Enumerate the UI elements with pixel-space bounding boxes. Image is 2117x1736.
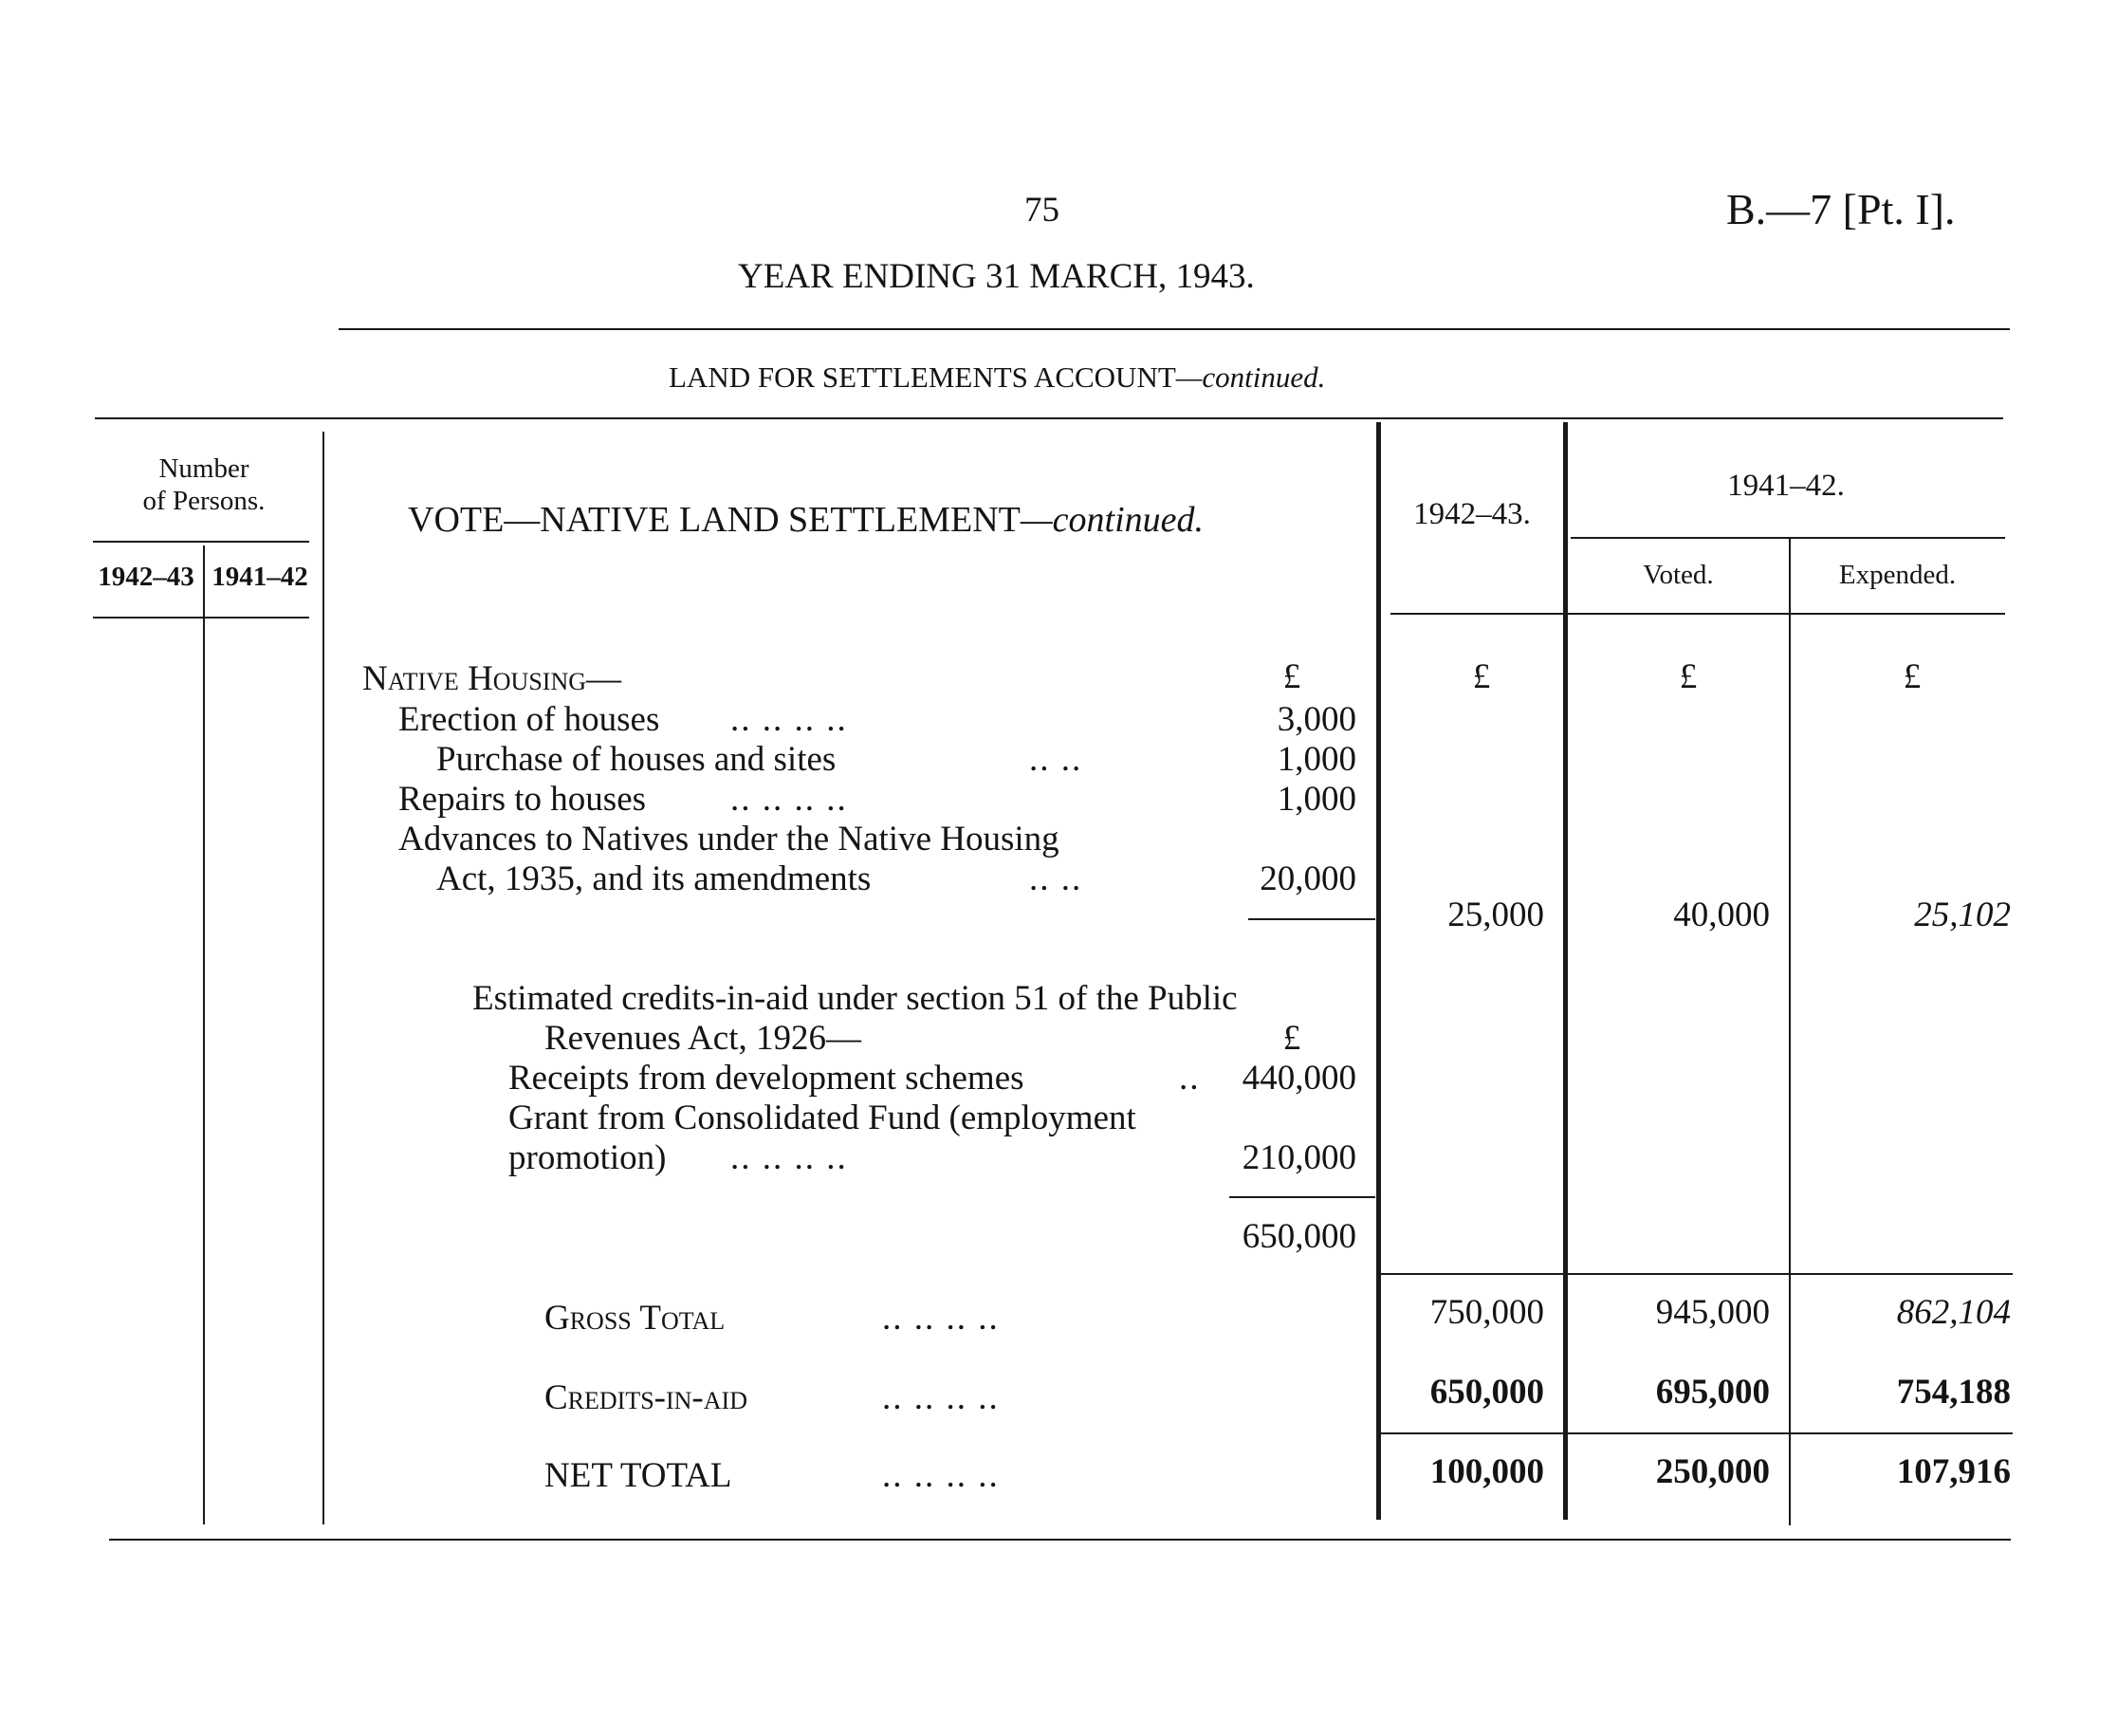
persons-header-line2: of Persons.: [142, 486, 266, 516]
vote-title-main: VOTE—NATIVE LAND SETTLEMENT: [408, 500, 1021, 540]
credits-grant-dots: .. .. .. ..: [730, 1138, 848, 1177]
col-1942-43-left-border: [1376, 422, 1381, 1520]
persons-subheader-rule: [93, 617, 309, 619]
native-housing-total-expended: 25,102: [1914, 896, 2011, 934]
col-header-1942-43: 1942–43.: [1413, 497, 1531, 531]
col-header-1941-42: 1941–42.: [1727, 469, 1845, 503]
item-advances-amount: 20,000: [1260, 859, 1356, 898]
net-total-expended: 107,916: [1896, 1452, 2011, 1491]
table-top-rule: [95, 417, 2003, 419]
currency-sign-credits: £: [1282, 1019, 1301, 1058]
credits-line1: Estimated credits-in-aid under section 51 of the Public: [472, 979, 1238, 1018]
currency-sign-1942-43: £: [1472, 657, 1491, 696]
col-header-bottom-rule: [1390, 613, 2005, 615]
col-header-1941-42-rule: [1571, 537, 2005, 539]
vote-title: [408, 499, 1204, 541]
item-erection-dots: .. .. .. ..: [730, 700, 848, 739]
account-heading-suffix: —continued.: [1175, 360, 1326, 394]
persons-right-border: [322, 432, 324, 1524]
credits-line2: Revenues Act, 1926—: [544, 1019, 861, 1058]
item-purchase-label: Purchase of houses and sites: [436, 740, 837, 779]
item-purchase-dots: .. ..: [1029, 740, 1083, 779]
item-erection-amount: 3,000: [1277, 700, 1356, 739]
net-total-1942-43: 100,000: [1429, 1452, 1544, 1491]
year-heading: YEAR ENDING 31 MARCH, 1943.: [738, 257, 1255, 296]
item-repairs-amount: 1,000: [1277, 780, 1356, 819]
table-bottom-rule: [109, 1539, 2011, 1541]
persons-col-divider: [203, 545, 205, 1524]
net-total-dots: .. .. .. ..: [882, 1456, 1000, 1495]
credits-sum-rule: [1229, 1196, 1375, 1198]
credits-in-aid-voted: 695,000: [1655, 1373, 1770, 1412]
currency-sign-items: £: [1282, 657, 1301, 696]
credits-receipts-label: Receipts from development schemes: [508, 1059, 1024, 1098]
net-total-label: NET TOTAL: [544, 1456, 732, 1495]
item-repairs-dots: .. .. .. ..: [730, 780, 848, 819]
vote-title-suffix: —continued.: [1020, 500, 1205, 540]
native-housing-total-voted: 40,000: [1673, 896, 1770, 934]
net-total-voted: 250,000: [1655, 1452, 1770, 1491]
item-repairs-label: Repairs to houses: [398, 780, 647, 819]
item-purchase-amount: 1,000: [1277, 740, 1356, 779]
header-rule: [339, 328, 2010, 330]
credits-grant-line2: promotion): [508, 1138, 667, 1177]
currency-sign-expended: £: [1903, 657, 1922, 696]
credits-in-aid-1942-43: 650,000: [1429, 1373, 1544, 1412]
persons-header-line1: Number: [158, 453, 249, 484]
credits-in-aid-dots: .. .. .. ..: [882, 1378, 1000, 1417]
credits-grant-amount: 210,000: [1242, 1138, 1356, 1177]
currency-sign-voted: £: [1679, 657, 1698, 696]
col-header-voted: Voted.: [1643, 560, 1714, 590]
credits-subtotal: 650,000: [1242, 1217, 1356, 1256]
credits-receipts-amount: 440,000: [1242, 1059, 1356, 1098]
account-heading: [669, 360, 1325, 395]
credits-in-aid-expended: 754,188: [1896, 1373, 2011, 1412]
persons-col-1941-42: 1941–42: [212, 562, 308, 592]
item-advances-line2: Act, 1935, and its amendments: [436, 859, 872, 898]
credits-in-aid-label: Credits-in-aid: [544, 1378, 747, 1417]
net-total-top-rule: [1381, 1432, 2013, 1434]
document-reference: B.—7 [Pt. I].: [1726, 185, 1956, 233]
native-housing-heading: Native Housing—: [362, 659, 622, 698]
gross-total-1942-43: 750,000: [1429, 1293, 1544, 1332]
gross-total-voted: 945,000: [1655, 1293, 1770, 1332]
item-erection-label: Erection of houses: [398, 700, 660, 739]
account-heading-main: LAND FOR SETTLEMENTS ACCOUNT: [669, 360, 1176, 394]
page-number: 75: [1024, 191, 1059, 230]
persons-col-1942-43: 1942–43: [98, 562, 194, 592]
native-housing-total-1942-43: 25,000: [1447, 896, 1544, 934]
native-housing-sum-rule: [1248, 918, 1375, 920]
gross-total-expended: 862,104: [1896, 1293, 2011, 1332]
credits-grant-line1: Grant from Consolidated Fund (employment: [508, 1099, 1136, 1137]
gross-total-top-rule: [1381, 1273, 2013, 1275]
credits-receipts-dots: ..: [1179, 1059, 1201, 1098]
gross-total-label: Gross Total: [544, 1299, 726, 1338]
item-advances-dots: .. ..: [1029, 859, 1083, 898]
gross-total-dots: .. .. .. ..: [882, 1299, 1000, 1338]
col-header-expended: Expended.: [1838, 560, 1957, 590]
persons-header-rule: [93, 541, 309, 543]
item-advances-line1: Advances to Natives under the Native Housing: [398, 820, 1059, 859]
